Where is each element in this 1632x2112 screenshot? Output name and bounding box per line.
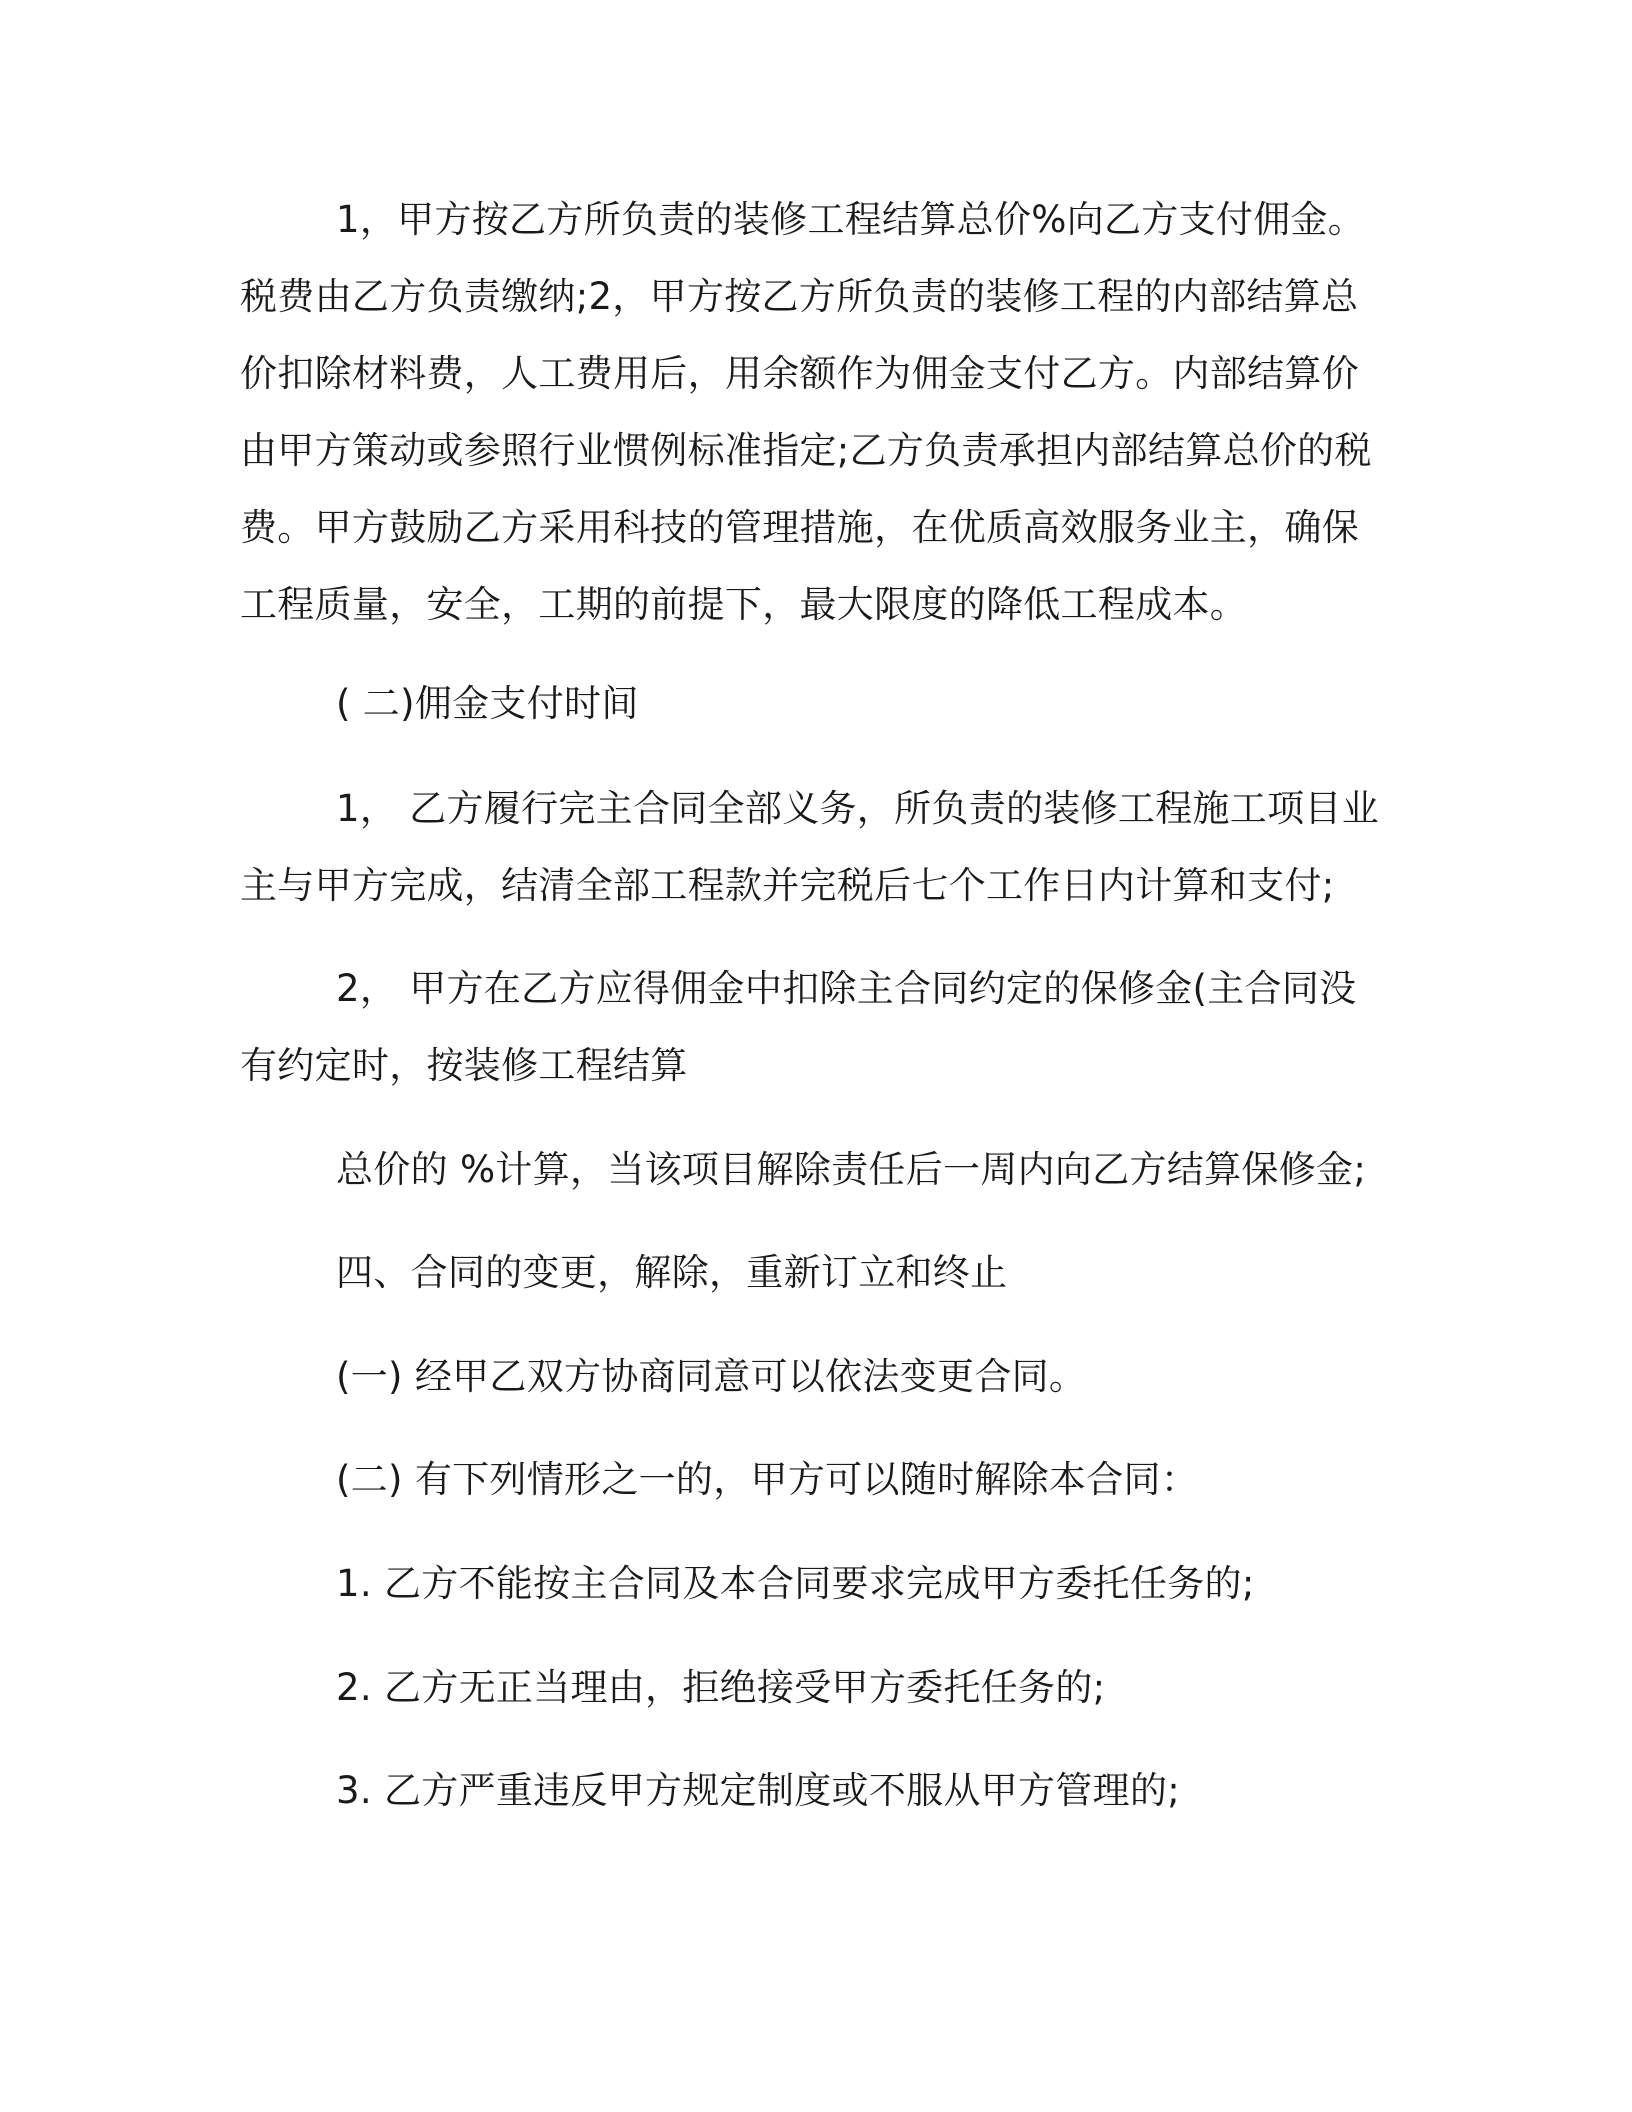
paragraph-payment-item-1: 1， 乙方履行完主合同全部义务，所负责的装修工程施工项目业主与甲方完成，结清全部工程款并完税后七个工作日内计算和支付; [240, 787, 1379, 907]
list-item-1: 1. 乙方不能按主合同及本合同要求完成甲方委托任务的; [336, 1562, 1255, 1605]
list-item-3: 3. 乙方严重违反甲方规定制度或不服从甲方管理的; [336, 1769, 1181, 1812]
paragraph-warranty-settlement: 总价的 %计算，当该项目解除责任后一周内向乙方结算保修金; [336, 1148, 1367, 1191]
list-item-2: 2. 乙方无正当理由，拒绝接受甲方委托任务的; [336, 1666, 1106, 1709]
paragraph-commission-calculation: 1，甲方按乙方所负责的装修工程结算总价%向乙方支付佣金。税费由乙方负责缴纳;2，甲方按乙方所负责的装修工程的内部结算总价扣除材料费，人工费用后，用余额作为佣金支付乙方。内部结算价由甲方策动或参照行业惯例标准指定;乙方负责承担内部结算总价的税费。甲方鼓励乙方采用科技的管理措施，在优质高效服务业主，确保工程质量，安全，工期的前提下，最大限度的降低工程成本。 [240, 198, 1372, 626]
heading-section-four: 四、合同的变更，解除，重新订立和终止 [336, 1251, 1008, 1294]
paragraph-clause-two: (二) 有下列情形之一的，甲方可以随时解除本合同： [336, 1458, 1199, 1501]
paragraph-clause-one: (一) 经甲乙双方协商同意可以依法变更合同。 [336, 1355, 1087, 1398]
heading-commission-payment-time: ( 二)佣金支付时间 [336, 682, 639, 725]
paragraph-payment-item-2: 2， 甲方在乙方应得佣金中扣除主合同约定的保修金(主合同没有约定时，按装修工程结算 [240, 967, 1357, 1087]
